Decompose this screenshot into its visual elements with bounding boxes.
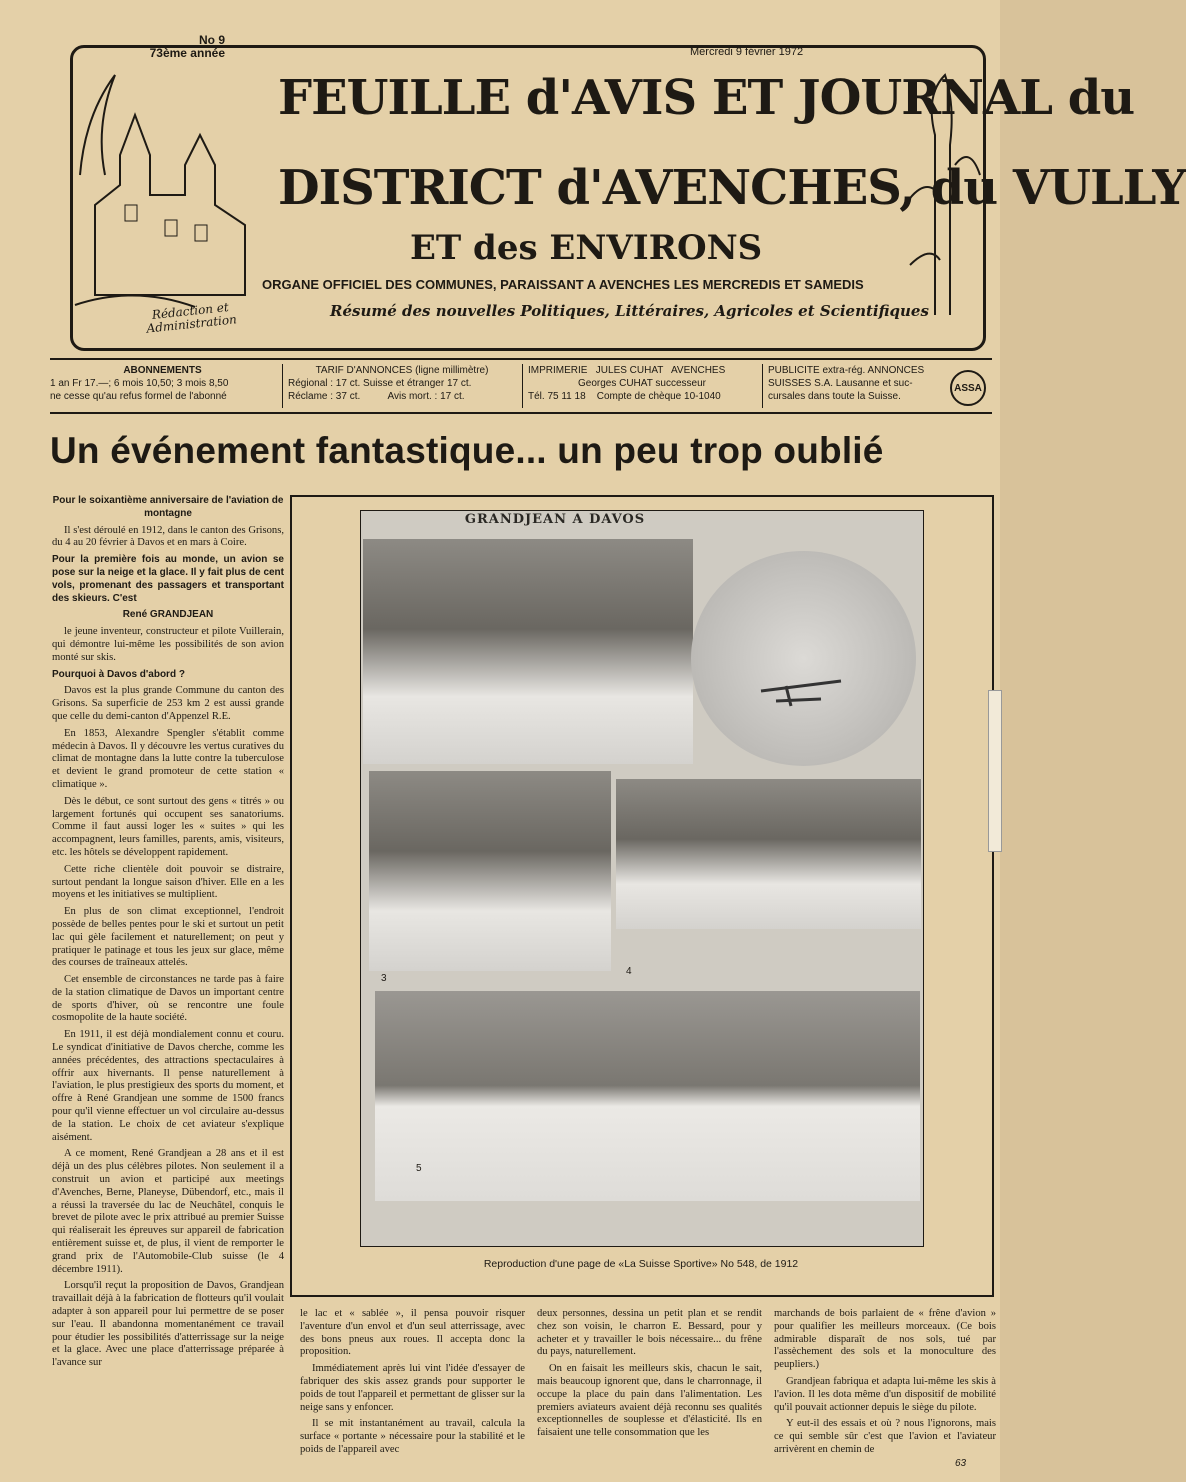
page-mark: 63 [955,1458,967,1469]
photo-number-4: 4 [626,966,632,977]
abonnements-line1: 1 an Fr 17.—; 6 mois 10,50; 3 mois 8,50 [50,378,229,389]
article-paragraph: Davos est la plus grande Commune du canton des Grisons. Sa superficie de 253 km 2 est aussi grande que celle du demi-canton d'Appenzel R.E. [52,685,284,722]
article-paragraph: Dès le début, ce sont surtout des gens « titrés » ou largement fortunés qui occupent ses sanatoriums. Comme il faut aussi loger les « suites » qui les accompagnent, leurs familles, parents, amis, visiteurs, etc. les hôtels se développent rapidement. [52,795,284,858]
article-paragraph: On en faisait les meilleurs skis, chacun le sait, mais beaucoup ignorent que, dans le charronnage, il occupe la place du pain dans l'alimentation. Les premiers aviateurs avaient déjà reconnu ses qualités exceptionnelles de souplesse et d'élasticité. Ils en faisaient une telle consommation que les [537,1363,762,1439]
article-paragraph: Cette riche clientèle doit pouvoir se distraire, surtout pendant la longue saison d'hiver. Elle en a les moyens et les initiatives se multiplient. [52,863,284,901]
masthead-title-line2: DISTRICT d'AVENCHES, du VULLY [278,160,1186,216]
article-paragraph: En 1853, Alexandre Spengler s'établit comme médecin à Davos. Il y découvre les vertus curatives du climat de montagne dans la lutte contre la tuberculose et devient le grand promoteur de cette station « climatique ». [52,727,284,790]
article-paragraph: Il se mit instantanément au travail, calcula la surface « portante » nécessaire pour la stabilité et le poids de l'appareil avec [300,1418,525,1455]
article-paragraph: le lac et « sablée », il pensa pouvoir risquer l'aventure d'un envol et d'un seul atterrissage, avec des bons pneus aux roues. Il accepta donc la proposition. [300,1308,525,1358]
masthead-title-line3: ET des ENVIRONS [410,228,763,268]
plate-caption: Reproduction d'une page de «La Suisse Sportive» No 548, de 1912 [483,1258,799,1270]
article-col-4 [774,1308,996,1461]
issue-date: Mercredi 9 février 1972 [690,46,804,58]
masthead-title-line1: FEUILLE d'AVIS ET JOURNAL du [278,70,1135,126]
article-paragraph: A ce moment, René Grandjean a 28 ans et il est déjà un des plus célèbres pilotes. Non seulement il a construit un avion et participé aux meetings d'Avenches, Berne, Planeyse, Dübendorf, etc., mais il a réussi la traversée du lac de Neuchâtel, conquis le brevet de pilote avec le prix attribué au premier Suisse qui réaliserait les épreuves sur appareil de fabrication entièrement suisse et, de plus, il vient de remporter le grand prix de l'Automobile-Club suisse (le 4 décembre 1911). [52,1148,284,1275]
abonnements-block [50,364,275,403]
plate-title: GRANDJEAN A DAVOS [464,512,646,527]
info-divider [522,364,523,408]
tarif-line1: Régional : 17 ct. Suisse et étranger 17 ct. [288,378,472,389]
photo-plane-in-flight [691,551,916,766]
photo-number-3: 3 [381,973,387,984]
info-divider [762,364,763,408]
info-divider [282,364,283,408]
masthead-tagline: Résumé des nouvelles Politiques, Littéraires, Agricoles et Scientifiques [330,302,929,320]
redaction-label: Rédaction et Administration [145,300,238,336]
imprimerie-heading: IMPRIMERIE JULES CUHAT AVENCHES [528,365,726,376]
article-paragraph: Lorsqu'il reçut la proposition de Davos, Grandjean travaillait déjà à la fabrication de flotteurs qu'il voulait adapter à son appareil pour lui permettre de se poser sur l'eau. Il abandonna momentanément ce travail pour étudier les possibilités d'atterrissage sur la neige et la glace. Avec une place d'atterrissage préparée à l'avance sur [52,1280,284,1369]
imprimerie-line2: Tél. 75 11 18 Compte de chèque 10-1040 [528,391,721,402]
article-paragraph: En 1911, il est déjà mondialement connu et couru. Le syndicat d'initiative de Davos cherche, comme les années précédentes, des attractions spectaculaires à offrir aux hivernants. Il pense naturellement à l'aviation, le plus prestigieux des sports du moment, et offre à René Grandjean une somme de 1500 francs pour qu'il vienne effectuer un vol circulaire au-dessus de la station. Le choix de cet aviateur s'explique aisément. [52,1029,284,1143]
article-col-2 [300,1308,525,1461]
abonnements-heading: ABONNEMENTS [123,365,202,376]
publicite-line3: cursales dans toute la Suisse. [768,391,901,402]
article-bold-paragraph: Pour la première fois au monde, un avion se pose sur la neige et la glace. Il y fait plus de cent vols, promenant des passagers et transportant des skieurs. C'est [52,554,284,604]
photo-number-5: 5 [416,1163,422,1174]
article-subheading: Pourquoi à Davos d'abord ? [52,668,185,680]
photo-plate [360,510,924,1247]
article-paragraph: Y eut-il des essais et où ? nous l'ignorons, mais ce qui semble sûr c'est que l'avion et l'aviateur arrivèrent en chemin de [774,1418,996,1455]
article-col-3 [537,1308,762,1444]
publicite-block [768,364,946,403]
photo-plane-on-lake [375,991,920,1201]
article-paragraph: Immédiatement après lui vint l'idée d'essayer de fabriquer des skis assez grands pour supporter le poids de tout l'appareil et permettant de glisser sur la neige sans y enfoncer. [300,1363,525,1413]
publicite-line1: PUBLICITE extra-rég. ANNONCES [768,365,925,376]
photo-plane-on-snow [616,779,921,929]
archive-tab [988,690,1002,852]
photo-crowd [363,539,693,764]
tarif-block [288,364,516,403]
info-bar [50,358,992,414]
issue-number: No 9 [198,33,225,47]
publicite-line2: SUISSES S.A. Lausanne et suc- [768,378,913,389]
article-name: René GRANDJEAN [122,609,214,621]
tarif-line2: Réclame : 37 ct. Avis mort. : 17 ct. [288,391,465,402]
tarif-heading: TARIF D'ANNONCES (ligne millimètre) [315,365,489,376]
article-paragraph: Cet ensemble de circonstances ne tarde pas à faire de la station climatique de Davos un important centre de sports d'hiver, où se rencontre une foule cosmopolite de la haute société. [52,974,284,1024]
headline: Un événement fantastique... un peu trop oublié [50,430,884,471]
photo-pilot [369,771,611,971]
article-paragraph: le jeune inventeur, constructeur et pilote Vuillerain, qui démontre lui-même les possibilités de son avion monté sur skis. [52,626,284,663]
article-paragraph: marchands de bois parlaient de « frêne d'avion » pour qualifier les meilleurs morceaux. (Ce bois admirable disparaît de nos sols, tué par l'assèchement des sols et la monoculture des peupliers.) [774,1308,996,1371]
article-paragraph: deux personnes, dessina un petit plan et se rendit chez son voisin, le charron E. Bessard, pour y acheter et y travailler le bois nécessaire... du frêne du pays, naturellement. [537,1308,762,1358]
article-paragraph: Grandjean fabriqua et adapta lui-même les skis à l'avion. Il les dota même d'un dispositif de mobilité qu'il pouvait actionner depuis le siège du pilote. [774,1375,996,1413]
article-paragraph: En plus de son climat exceptionnel, l'endroit possède de belles pentes pour le ski et surtout un petit lac qui gèle facilement et naturellement; on peut y pratiquer le patinage et tous les jeux sur glace, même des courses de traîneaux attelés. [52,906,284,969]
abonnements-line2: ne cesse qu'au refus formel de l'abonné [50,391,227,402]
imprimerie-block [528,364,756,403]
imprimerie-line1: Georges CUHAT successeur [577,378,706,389]
issue-year: 73ème année [149,46,225,60]
assa-logo: ASSA [950,370,986,406]
article-intro-heading: Pour le soixantième anniversaire de l'aviation de montagne [52,495,284,519]
masthead-subtitle: ORGANE OFFICIEL DES COMMUNES, PARAISSANT A AVENCHES LES MERCREDIS ET SAMEDIS [262,277,864,292]
article-paragraph: Il s'est déroulé en 1912, dans le canton des Grisons, du 4 au 20 février à Davos et en mars à Coire. [52,524,284,549]
article-left-column [52,495,284,1455]
castle-illustration [75,55,265,315]
